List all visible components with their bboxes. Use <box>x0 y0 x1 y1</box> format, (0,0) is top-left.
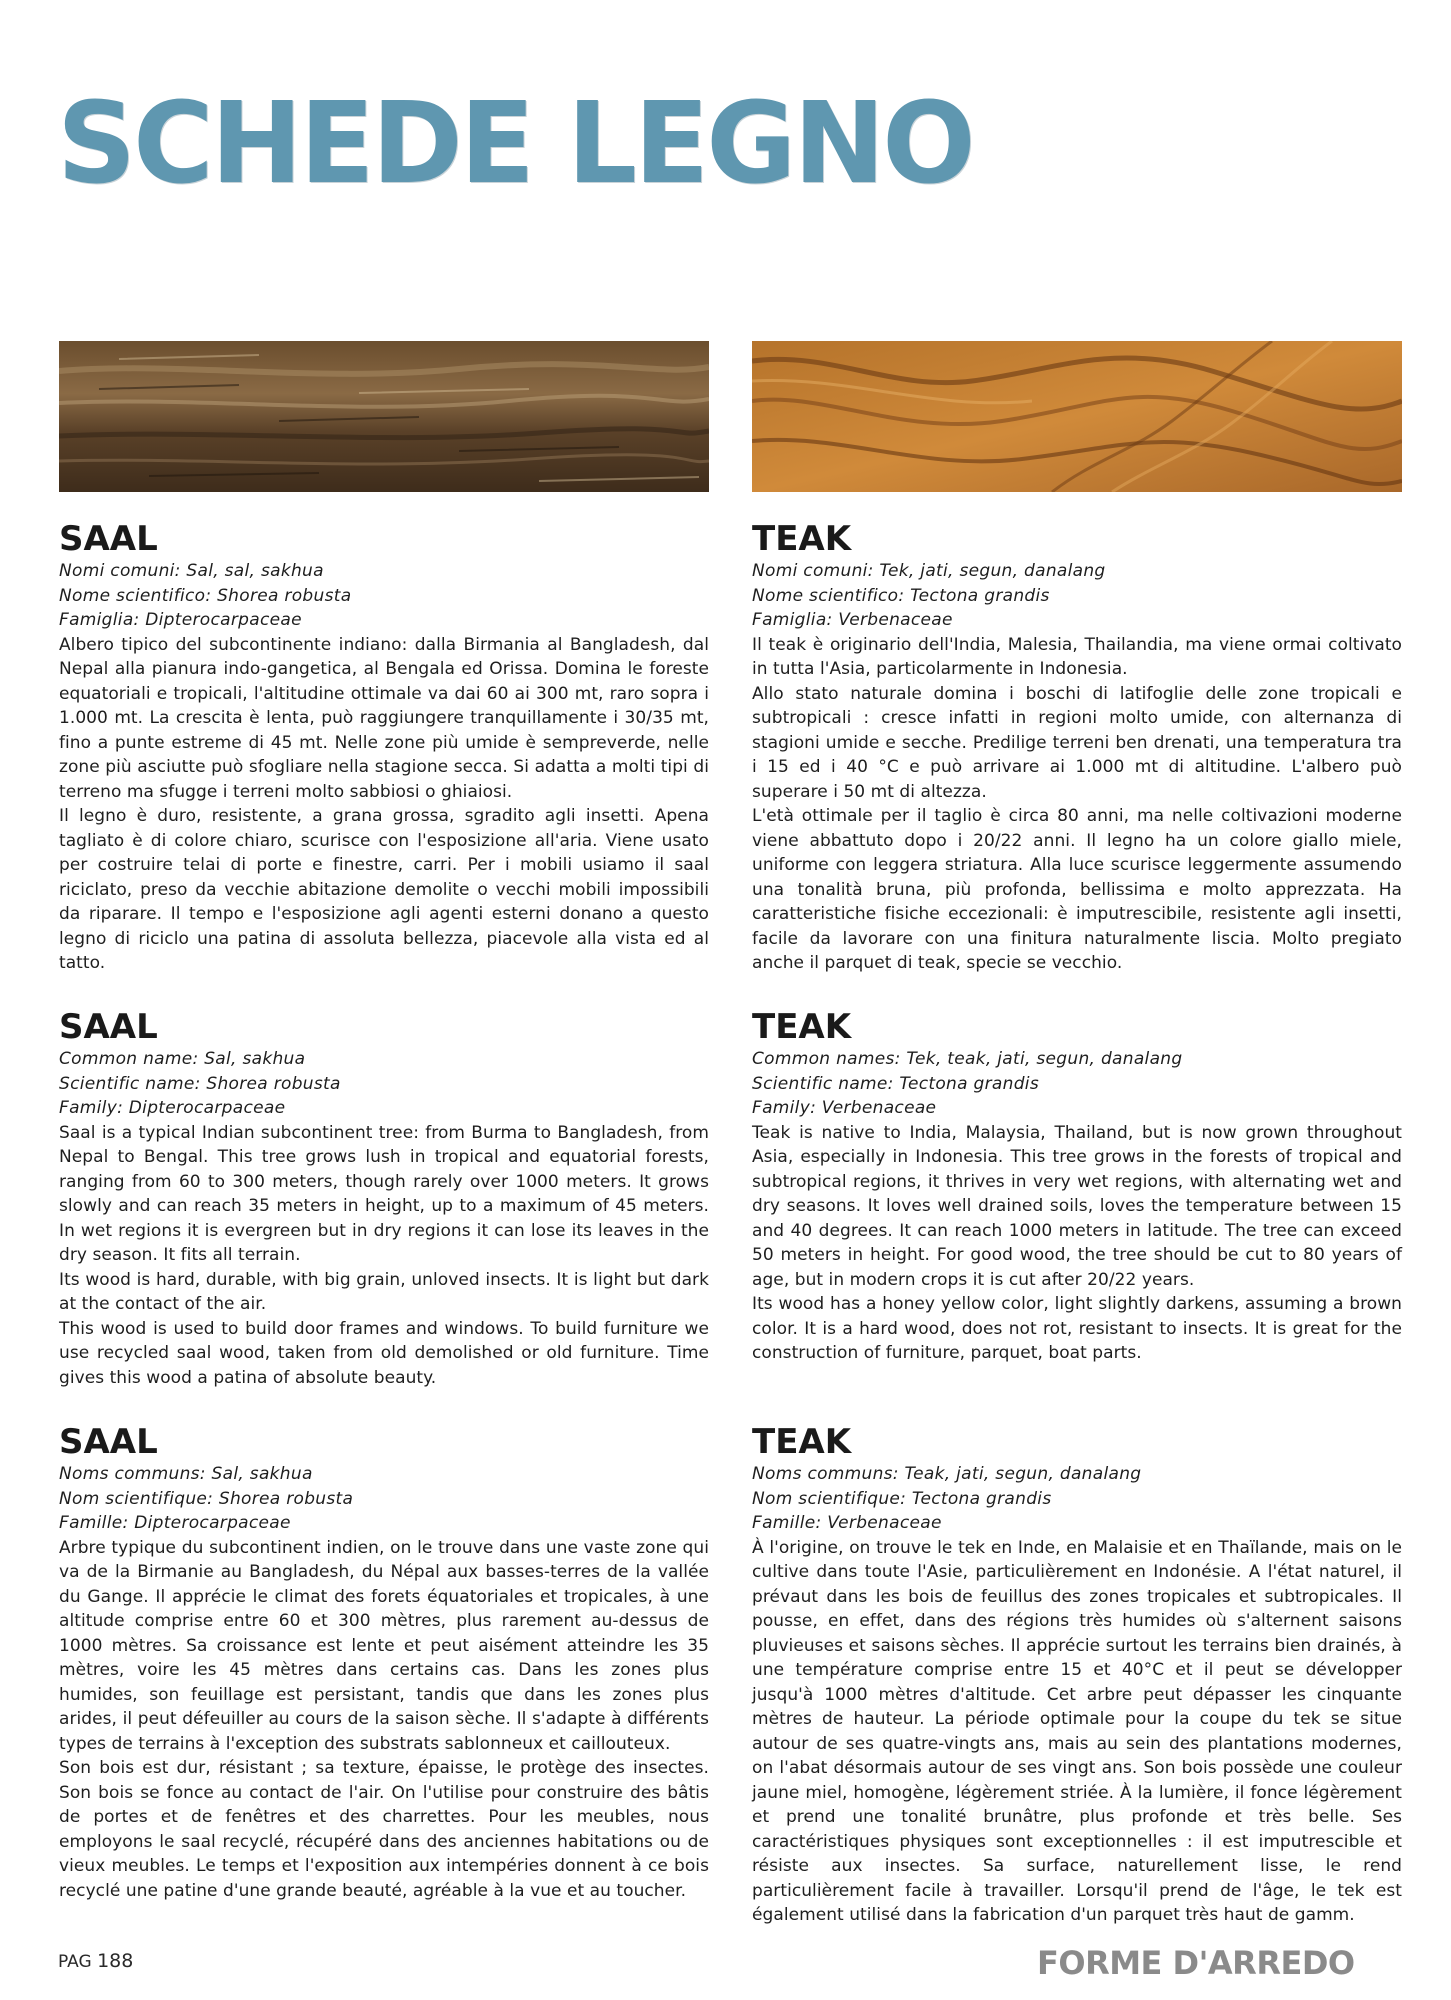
teak-french-section <box>752 1422 1402 1928</box>
teak-italian-section <box>752 519 1402 976</box>
section-heading: TEAK <box>752 519 852 559</box>
page-label: PAG <box>58 1952 92 1972</box>
family: Famiglia: Dipterocarpaceae <box>59 610 302 630</box>
paragraph: This wood is used to build door frames and windows. To build furniture we use recycled saal wood, taken from old demolished or old furniture. Time gives this wood a patina of absolute beauty. <box>59 1318 709 1388</box>
section-heading: TEAK <box>752 1422 852 1462</box>
paragraph: Albero tipico del subcontinente indiano: dalla Birmania al Bangladesh, dal Nepal alla pianura indo-gangetica, al Bengala ed Orissa. Domina le foreste equatoriali e tropicali, l'altitudine ottimale va dai 60 ai 300 mt, raro sopra i 1.000 mt. La crescita è lenta, può raggiungere tranquillamente i 30/35 mt, fino a punte estreme di 45 mt. Nelle zone più umide è sempreverde, nelle zone più asciutte può sfogliare nella stagione secca. Si adatta a molti tipi di terreno ma sfugge i terreni molto sabbiosi o ghiaiosi. <box>59 634 709 802</box>
family: Famille: Verbenaceae <box>752 1513 942 1533</box>
family: Family: Verbenaceae <box>752 1098 937 1118</box>
section-heading: SAAL <box>59 1007 158 1047</box>
paragraph: Its wood is hard, durable, with big grain, unloved insects. It is light but dark at the contact of the air. <box>59 1269 709 1314</box>
paragraph: Teak is native to India, Malaysia, Thailand, but is now grown throughout Asia, especially in Indonesia. This tree grows in the forests of tropical and subtropical regions, it thrives in very wet regions, with alternating wet and dry seasons. It loves well drained soils, loves the temperature between 15 and 40 degrees. It can reach 1000 meters in latitude. The tree can exceed 50 meters in height. For good wood, the tree should be cut to 80 years of age, but in modern crops it is cut after 20/22 years. <box>752 1122 1402 1290</box>
page-number-value: 188 <box>97 1950 134 1972</box>
section-heading: TEAK <box>752 1007 852 1047</box>
scientific-name: Nom scientifique: Tectona grandis <box>752 1488 1052 1509</box>
section-heading: SAAL <box>59 519 158 559</box>
scientific-name: Nome scientifico: Tectona grandis <box>752 585 1050 606</box>
saal-italian-section <box>59 519 709 976</box>
family: Famiglia: Verbenaceae <box>752 610 953 630</box>
brand-logo: FORME D'ARREDO <box>1037 1944 1355 1982</box>
section-heading: SAAL <box>59 1422 158 1462</box>
paragraph: Its wood has a honey yellow color, light slightly darkens, assuming a brown color. It is a hard wood, does not rot, resistant to insects. It is great for the construction of furniture, parquet, boat parts. <box>752 1294 1402 1363</box>
saal-english-section <box>59 1007 709 1390</box>
scientific-name: Scientific name: Tectona grandis <box>752 1073 1039 1094</box>
paragraph: Il teak è originario dell'India, Malesia, Thailandia, ma viene ormai coltivato in tutta l'Asia, particolarmente in Indonesia. <box>752 634 1402 679</box>
paragraph: Son bois est dur, résistant ; sa texture, épaisse, le protège des insectes. Son bois se fonce au contact de l'air. On l'utilise pour construire des bâtis de portes et de fenêtres et des charrettes. Pour les meubles, nous employons le saal recyclé, récupéré dans des anciennes habitations ou de vieux meubles. Le temps et l'exposition aux intempéries donnent à ce bois recyclé une patine d'une grande beauté, agréable à la vue et au toucher. <box>59 1758 709 1901</box>
saal-french-section <box>59 1422 709 1903</box>
common-names: Nomi comuni: Tek, jati, segun, danalang <box>752 561 1106 581</box>
common-names: Common names: Tek, teak, jati, segun, danalang <box>752 1049 1183 1069</box>
scientific-name: Nom scientifique: Shorea robusta <box>59 1488 354 1509</box>
common-names: Nomi comuni: Sal, sal, sakhua <box>59 561 324 581</box>
family: Famille: Dipterocarpaceae <box>59 1513 291 1533</box>
common-names: Common name: Sal, sakhua <box>59 1049 306 1069</box>
page-title: SCHEDE LEGNO <box>57 79 973 209</box>
paragraph: À l'origine, on trouve le tek en Inde, en Malaisie et en Thaïlande, mais on le cultive dans toute l'Asie, particulièrement en Indonésie. A l'état naturel, il prévaut dans les bois de feuillus des zones tropicales et subtropicales. Il pousse, en effet, dans des régions très humides où s'alternent saisons pluvieuses et saisons sèches. Il apprécie surtout les terrains bien drainés, à une température comprise entre 15 et 40°C et il peut se développer jusqu'à 1000 mètres d'altitude. Cet arbre peut dépasser les cinquante mètres de hauteur. La période optimale pour la coupe du tek se situe autour de ses quatre-vingts ans, mais au sein des plantations modernes, on l'abat désormais autour de ses vingt ans. Son bois possède une couleur jaune miel, homogène, légèrement striée. À la lumière, il fonce légèrement et prend une tonalité brunâtre, plus profonde et très belle. Ses caractéristiques physiques sont exceptionnelles : il est imputrescible et résiste aux insectes. Sa surface, naturellement lisse, le rend particulièrement facile à travailler. Lorsqu'il prend de l'âge, le tek est également utilisé dans la fabrication d'un parquet très haut de gamm. <box>752 1537 1402 1925</box>
scientific-name: Scientific name: Shorea robusta <box>59 1073 341 1094</box>
paragraph: Arbre typique du subcontinent indien, on le trouve dans une vaste zone qui va de la Birmanie au Bangladesh, du Népal aux basses-terres de la vallée du Gange. Il apprécie le climat des forets équatoriales et tropicales, à une altitude comprise entre 60 et 300 mètres, plus rarement au-dessus de 1000 mètres. Sa croissance est lente et peut aisément atteindre les 35 mètres, voire les 45 mètres dans certains cas. Dans les zones plus humides, son feuillage est persistant, tandis que dans les zones plus arides, il peut défeuiller au cours de la saison sèche. Il s'adapte à différents types de terrains à l'exception des substrats sablonneux et caillouteux. <box>59 1537 709 1754</box>
common-names: Noms communs: Sal, sakhua <box>59 1464 313 1484</box>
page-number <box>58 1950 133 1972</box>
paragraph: Il legno è duro, resistente, a grana grossa, sgradito agli insetti. Apena tagliato è di colore chiaro, scurisce con l'esposizione all'aria. Viene usato per costruire telai di porte e finestre, carri. Per i mobili usiamo il saal riciclato, preso da vecchie abitazione demolite o vecchi mobili impossibili da riparare. Il tempo e l'esposizione agli agenti esterni donano a questo legno di riciclo una patina di assoluta bellezza, piacevole alla vista ed al tatto. <box>59 806 709 973</box>
teak-wood-image <box>752 341 1402 492</box>
scientific-name: Nome scientifico: Shorea robusta <box>59 585 352 606</box>
paragraph: Allo stato naturale domina i boschi di latifoglie delle zone tropicali e subtropicali : cresce infatti in regioni molto umide, con alternanza di stagioni umide e secche. Predilige terreni ben drenati, una temperatura tra i 15 ed i 40 °C e può arrivare ai 1.000 mt di altitudine. L'albero può superare i 50 mt di altezza. <box>752 683 1402 802</box>
paragraph: Saal is a typical Indian subcontinent tree: from Burma to Bangladesh, from Nepal to Bengal. This tree grows lush in tropical and equatorial forests, ranging from 60 to 300 meters, though rarely over 1000 meters. It grows slowly and can reach 35 meters in height, up to a maximum of 45 meters. In wet regions it is evergreen but in dry regions it can lose its leaves in the dry season. It fits all terrain. <box>59 1122 709 1265</box>
teak-english-section <box>752 1007 1402 1366</box>
saal-wood-image <box>59 341 709 492</box>
family: Family: Dipterocarpaceae <box>59 1098 286 1118</box>
paragraph: L'età ottimale per il taglio è circa 80 anni, ma nelle coltivazioni moderne viene abbattuto dopo i 20/22 anni. Il legno ha un colore giallo miele, uniforme con leggera striatura. Alla luce scurisce leggermente assumendo una tonalità bruna, più profonda, bellissima e molto apprezzata. Ha caratteristiche fisiche eccezionali: è imputrescibile, resistente agli insetti, facile da lavorare con una finitura naturalmente liscia. Molto pregiato anche il parquet di teak, specie se vecchio. <box>752 806 1402 973</box>
common-names: Noms communs: Teak, jati, segun, danalang <box>752 1464 1142 1484</box>
